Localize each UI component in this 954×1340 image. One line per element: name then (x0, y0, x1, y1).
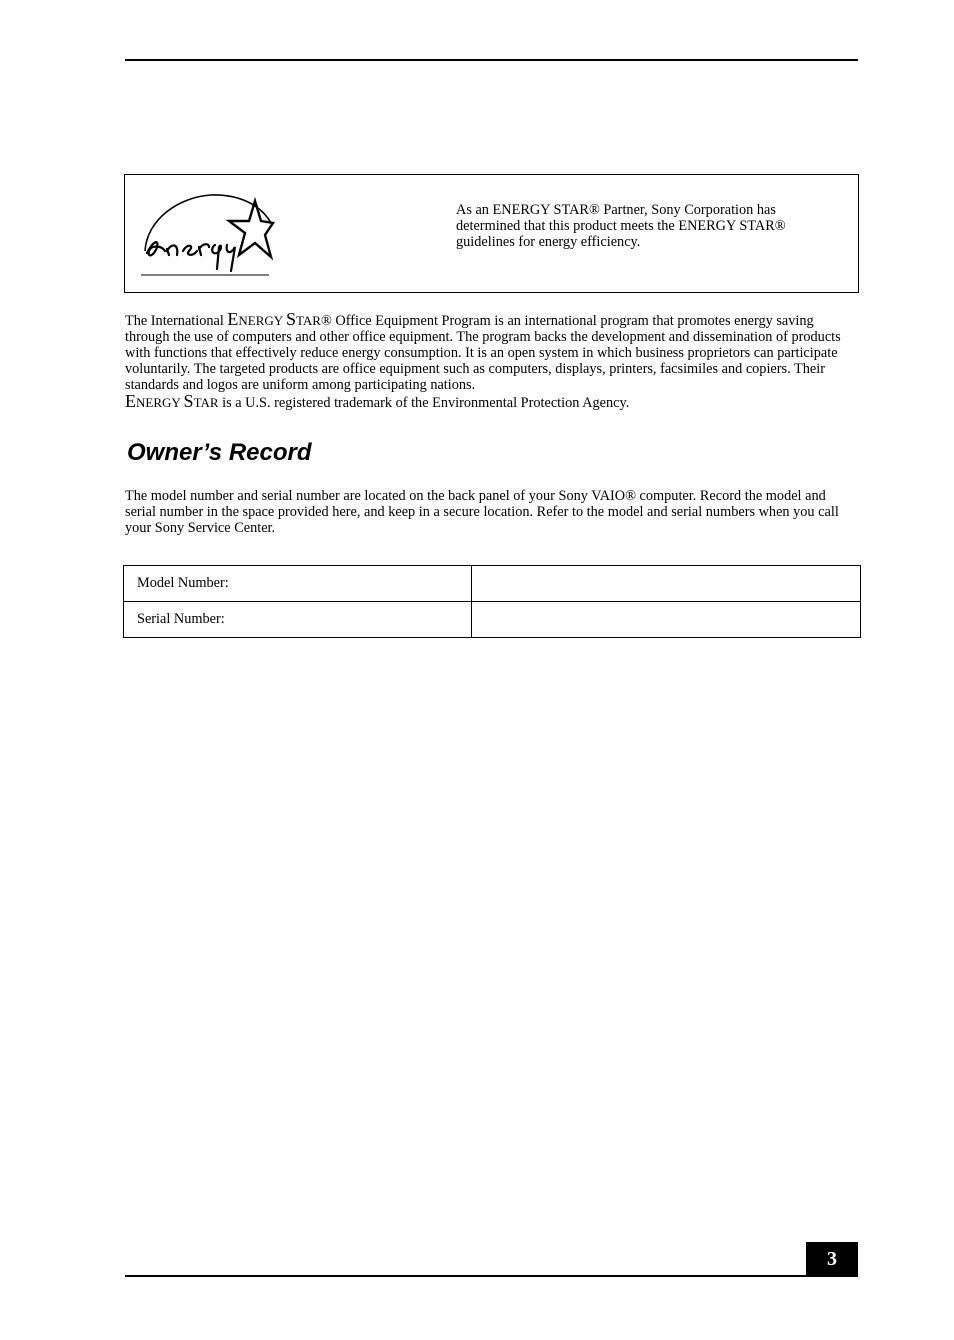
owners-record-table (123, 565, 861, 638)
energy-star-program-paragraph (125, 311, 860, 411)
serial-number-field[interactable] (472, 602, 861, 638)
bottom-rule (125, 1275, 858, 1277)
trademark-e: E (125, 391, 136, 411)
energy-star-partner-text: As an ENERGY STAR® Partner, Sony Corporation has determined that this product meets the ENERGY STAR® guidelines for energy efficiency. (456, 202, 786, 250)
model-number-label: Model Number: (124, 566, 472, 602)
owners-record-heading: Owner’s Record (127, 439, 312, 466)
energy-star-box (124, 174, 859, 293)
page-number-badge: 3 (806, 1242, 858, 1276)
table-row (124, 566, 861, 602)
energy-star-logo-icon (139, 189, 275, 277)
model-number-field[interactable] (472, 566, 861, 602)
owners-record-paragraph: The model number and serial number are located on the back panel of your Sony VAIO® computer. Record the model and serial number in the space provided here, and keep in a secure location. Refer to the model and serial numbers when you call your Sony Service Center. (125, 488, 839, 536)
program-intro: The International (125, 313, 228, 329)
serial-number-label: Serial Number: (124, 602, 472, 638)
trademark-tar: TAR (193, 395, 219, 410)
program-name-e: E (227, 309, 239, 329)
program-name-s: S (285, 309, 296, 329)
trademark-s: S (183, 391, 194, 411)
program-name-tar: TAR (295, 313, 321, 328)
program-name-nergy: NERGY (238, 313, 286, 328)
trademark-rest: is a U.S. registered trademark of the Environmental Protection Agency. (218, 395, 630, 411)
top-rule (125, 59, 858, 61)
program-body: ® Office Equipment Program is an international program that promotes energy saving through the use of computers and other office equipment. The program backs the development and dissemination of products with functions that effectively reduce energy consumption. It is an open system in which business proprietors can participate voluntarily. The targeted products are office equipment such as computers, displays, printers, facsimiles and copiers. Their standards and logos are uniform among participating nations. (125, 313, 841, 393)
trademark-nergy: NERGY (136, 395, 184, 410)
table-row (124, 602, 861, 638)
